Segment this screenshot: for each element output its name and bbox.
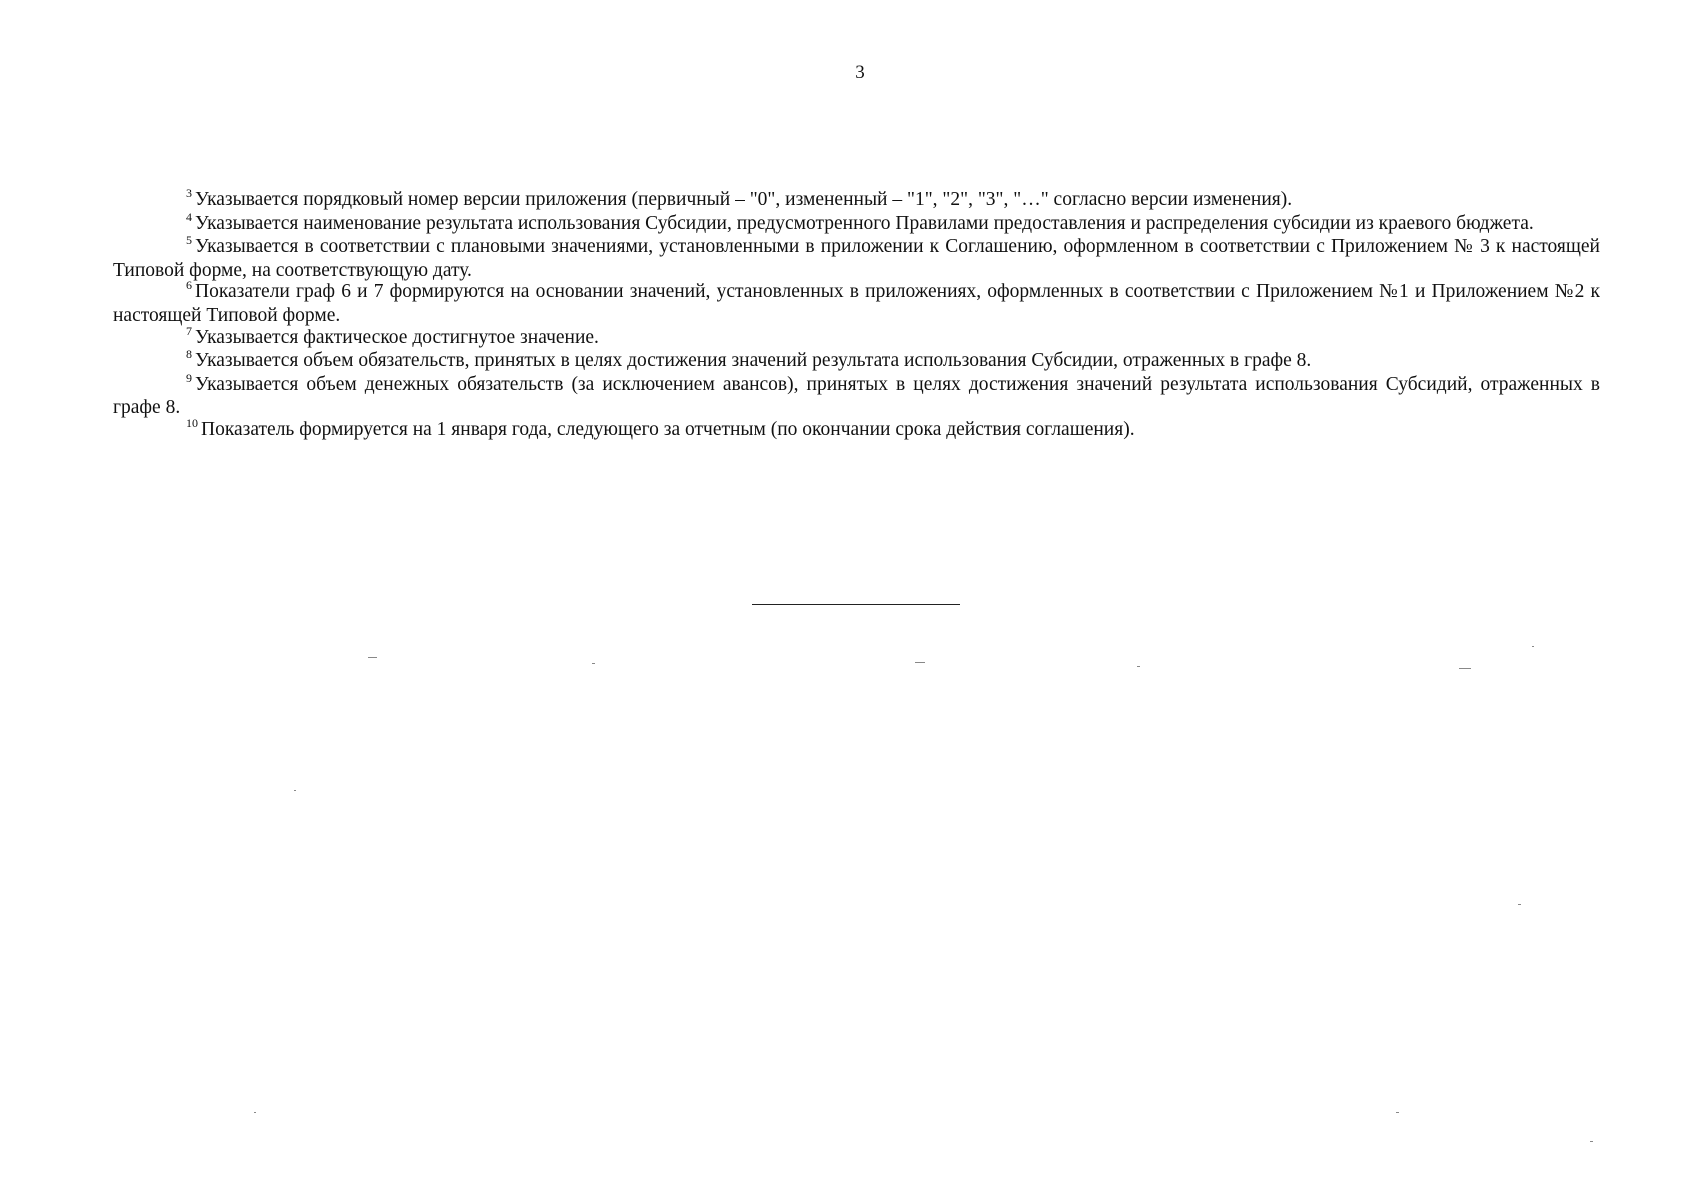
footnote-marker: 4 bbox=[186, 209, 192, 224]
footnote-marker: 3 bbox=[186, 186, 192, 200]
scan-speck bbox=[294, 790, 296, 791]
scan-speck bbox=[1590, 1141, 1593, 1142]
footnote-5 bbox=[113, 233, 1600, 281]
footnote-6 bbox=[113, 278, 1600, 326]
scan-speck bbox=[1137, 666, 1140, 667]
footnote-text: Указывается порядковый номер версии приложения (первичный – "0", измененный – "1", "2", "3", "…" согласно версии изменения). bbox=[195, 189, 1293, 210]
footnote-8 bbox=[113, 347, 1600, 374]
footnote-10 bbox=[113, 415, 1600, 443]
scan-speck bbox=[254, 1112, 256, 1113]
footnote-9 bbox=[113, 370, 1600, 419]
footnote-marker: 9 bbox=[186, 370, 192, 385]
scan-speck bbox=[1532, 646, 1534, 647]
footnote-4 bbox=[113, 209, 1600, 237]
footnote-text: Указывается фактическое достигнутое значение. bbox=[195, 326, 599, 348]
scan-speck bbox=[1396, 1112, 1399, 1113]
scan-speck bbox=[368, 657, 377, 658]
scan-speck bbox=[1459, 668, 1471, 669]
footnote-text: Указывается объем денежных обязательств (за исключением авансов), принятых в целях достижения значений результата использования Субсидий, отраженных в графе 8. bbox=[113, 373, 1600, 419]
footnote-text: Показатели граф 6 и 7 формируются на основании значений, установленных в приложениях, оформленных в соответствии с Приложением №1 и Приложением №2 к настоящей Типовой форме. bbox=[113, 281, 1600, 326]
footnote-marker: 6 bbox=[186, 278, 192, 293]
page-number: 3 bbox=[855, 62, 865, 83]
footnote-3 bbox=[113, 186, 1600, 213]
footnote-marker: 8 bbox=[186, 347, 192, 362]
footnote-text: Показатель формируется на 1 января года, следующего за отчетным (по окончании срока действия соглашения). bbox=[201, 418, 1135, 440]
scan-speck bbox=[592, 663, 595, 664]
scan-speck bbox=[1518, 904, 1521, 905]
footnote-text: Указывается в соответствии с плановыми значениями, установленными в приложении к Соглашению, оформленном в соответствии с Приложением № 3 к настоящей Типовой форме, на соответствующую дату. bbox=[113, 236, 1600, 281]
footnote-text: Указывается наименование результата использования Субсидии, предусмотренного Правилами предоставления и распределения субсидии из краевого бюджета. bbox=[195, 212, 1534, 234]
footnote-marker: 10 bbox=[186, 415, 198, 430]
footnote-marker: 5 bbox=[186, 233, 192, 248]
footnotes-section bbox=[113, 186, 1600, 443]
scan-speck bbox=[915, 662, 925, 663]
footnote-7 bbox=[113, 323, 1600, 351]
footnote-marker: 7 bbox=[186, 323, 192, 338]
closing-rule bbox=[752, 604, 960, 605]
footnote-text: Указывается объем обязательств, принятых в целях достижения значений результата использования Субсидии, отраженных в графе 8. bbox=[195, 350, 1312, 372]
